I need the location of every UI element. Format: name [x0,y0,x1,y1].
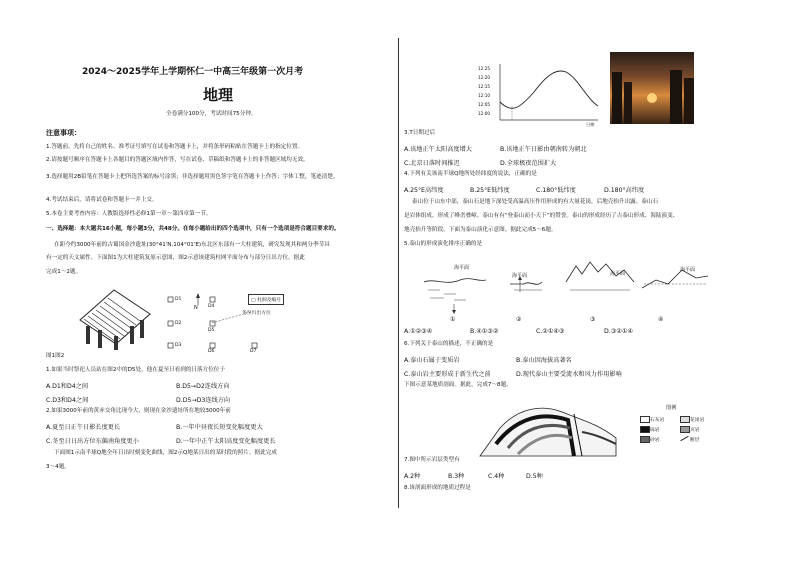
q5-option-a[interactable]: A.①②③④ [404,328,433,335]
building-figure [74,286,156,352]
ytick-4: 12:10 [478,93,491,98]
intro3-line-3: 地壳抬升等阶段。下面为泰山演化示意图。据此完成5～6题。 [404,227,557,233]
q7-option-d[interactable]: D.5种 [526,473,543,480]
q3-option-c[interactable]: C.北京日落时间推迟 [404,160,460,167]
q1-option-c[interactable]: C.D3和D4之间 [46,397,89,404]
post-d6: D6 [208,349,215,354]
geology-legend [640,404,720,460]
legend-limestone: 石灰岩 [650,418,665,423]
q7-option-c[interactable]: C.4种 [488,473,505,480]
question-7: 7.图中所示岩层类型有 [404,457,460,463]
note-4: 4.考试结束后，请将试卷和答题卡一并上交。 [46,197,158,203]
intro-line-1: 在距今约3000年前的古蜀国金沙遗址(30°41'N,104°01'E)东北区东部有一大柱建筑，研究发现其和两分季节具 [54,242,330,248]
post-d3: D3 [175,343,182,348]
q4-option-d[interactable]: D.180°高纬度 [604,187,645,194]
q5-option-d[interactable]: D.③②①④ [604,328,633,335]
ytick-3: 12:15 [478,84,491,89]
question-8: 8.该剖面形成的地质过程是 [404,485,471,491]
sea-level-3: 海平面 [610,271,626,277]
score-time: 全卷满分100分，考试时间75分钟。 [166,111,257,117]
q6-option-b[interactable]: B.泰山因海拔高著名 [516,357,572,364]
q1-option-b[interactable]: B.D5→D2连线方向 [176,383,230,390]
north-label: N [194,305,198,311]
q5-option-c[interactable]: C.②①④③ [536,328,565,335]
q2-option-b[interactable]: B.一年中昼夜长短变化幅度更大 [176,424,263,431]
sunset-photo [610,52,694,124]
note-2: 2.请按题号顺序在答题卡上各题目的答题区域内作答，写在试卷、草稿纸和答题卡上的非答题区域均无效。 [46,157,309,163]
sea-level-4: 海平面 [680,267,696,273]
column-divider [398,38,399,508]
x-axis-label: 日期 [586,122,595,127]
q2-option-d[interactable]: D.一年中正午太阳高度变化幅度更长 [176,438,276,445]
q7-option-b[interactable]: B.3种 [448,473,465,480]
post-d7: D7 [250,349,257,354]
q6-option-a[interactable]: A.泰山石属于变质岩 [404,357,460,364]
q2-option-a[interactable]: A.夏至日正午日影长度更长 [46,424,121,431]
stage-2-label: ② [516,316,522,323]
taishan-evolution-diagram [420,256,710,326]
q4-option-c[interactable]: C.180°低纬度 [536,187,576,194]
sea-level-1: 海平面 [454,265,470,271]
post-legend-label: 柱洞及编号 [257,298,282,303]
q4-option-a[interactable]: A.25°E高纬度 [404,187,444,194]
post-d4: D4 [208,304,215,309]
ytick-5: 12:05 [478,102,491,107]
section1-heading: 一、选择题：本大题共16小题，每小题3分，共48分。在每小题给出的四个选项中，只有一个选项是符合题目要求的。 [46,226,340,232]
q3-option-b[interactable]: B.该地正午日影由朝南转为朝北 [500,146,587,153]
legend-sandstone: 砂岩 [650,438,660,443]
sea-level-2: 海平面 [512,273,528,279]
intro-line-3: 完成1～2题。 [46,269,82,275]
legend-fault: 断层 [690,438,700,443]
q6-option-c[interactable]: C.泰山岩主要形成于新生代之前 [404,371,491,378]
q1-option-d[interactable]: D.D5→D3连线方向 [176,397,231,404]
subject-title: 地理 [203,86,234,104]
stage-1-label: ① [450,316,456,323]
intro2-line-1: 下面图1示南半球Q地全年日出时刻变化曲线，图2示Q地某日出的某时段的照片。据此完成 [54,450,277,456]
q3-option-a[interactable]: A.该地正午太阳高度增大 [404,146,472,153]
intro-line-2: 有一定的天文属性。下面图1为大柱建筑复原示意图，图2示意该建筑柱网平面分布与部分日出方位。据此 [46,255,305,261]
note-5: 5.本卷主要考查内容：人教版选择性必修1第一章～第四章第一节。 [46,211,212,217]
note-3: 3.选择题用2B铅笔在答题卡上把所选答案的标号涂黑；非选择题用黑色签字笔在答题卡上作答；字体工整，笔迹清楚。 [46,174,339,180]
q6-option-d[interactable]: D.现代泰山主要受流水和风力作用影响 [516,371,622,378]
intro2-line-2: 3～4题。 [46,464,70,470]
fig-label: 图1图2 [46,353,65,359]
note-1: 1.答题前，先将自己的姓名、准考证号填写在试卷和答题卡上，并将条形码粘贴在答题卡上的指定位置。 [46,144,304,150]
geologic-section [478,398,618,458]
exam-title: 2024～2025学年上学期怀仁一中高三年级第一次月考 [82,67,304,77]
intro4: 下图示意某地质剖面。据此，完成7～8题。 [404,382,512,388]
ytick-1: 12:25 [478,66,491,71]
intro3-line-1: 泰山位于山东中部，泰山石是地下深处受高温高压作用形成的有大量花岗，后地壳抬升出露。泰山石 [412,199,659,205]
q3-option-d[interactable]: D.全球极夜范围扩大 [500,160,557,167]
legend-shale: 页岩 [690,428,700,433]
q5-option-b[interactable]: B.④①③② [470,328,499,335]
legend-conglomerate: 砾岩 [650,428,660,433]
post-d5: D5 [208,328,215,333]
ytick-6: 12:00 [478,111,491,116]
ytick-2: 12:20 [478,75,491,80]
stage-3-label: ③ [590,316,596,323]
winter-sunrise-label: 冬至日出方位 [242,311,271,316]
sunrise-time-chart [474,62,604,128]
post-map-figure [160,291,280,355]
question-4: 4.下列有关该南半球Q地所处经纬度的说法，正确的是 [404,171,537,177]
q2-option-c[interactable]: C.冬至日日出方位东偏南角度更小 [46,438,139,445]
post-d2: D2 [175,321,182,326]
q1-option-a[interactable]: A.D1和D4之间 [46,383,89,390]
post-legend: ▢ 柱洞及编号 [248,294,284,305]
q4-option-b[interactable]: B.25°E低纬度 [470,187,510,194]
intro3-line-2: 是岩体组成，形成了峰峦叠嶂。泰山有有“登泰山而小天下”的赞誉。泰山的形成经历了古泰山形成、海陆演变、 [404,213,679,219]
question-2: 2.如果3000年前的黄赤交角比现今大，则现在金沙遗址所在地较3000年前 [46,408,231,414]
legend-title: 图例 [666,405,677,411]
legend-granite: 花岗岩 [690,418,705,423]
question-5: 5.泰山的形成演化排序正确的是 [404,241,483,247]
question-1: 1.如果当时祭祀人员站在图2中的D5处，他在夏至日看到的日落方位位于 [46,367,225,373]
question-3: 3.T日期过后 [404,130,436,136]
stage-4-label: ④ [658,316,664,323]
question-6: 6.下列关于泰山的描述，不正确的是 [404,341,494,347]
q7-option-a[interactable]: A.2种 [404,473,421,480]
post-d1: D1 [175,297,182,302]
notes-heading: 注意事项： [46,129,81,137]
